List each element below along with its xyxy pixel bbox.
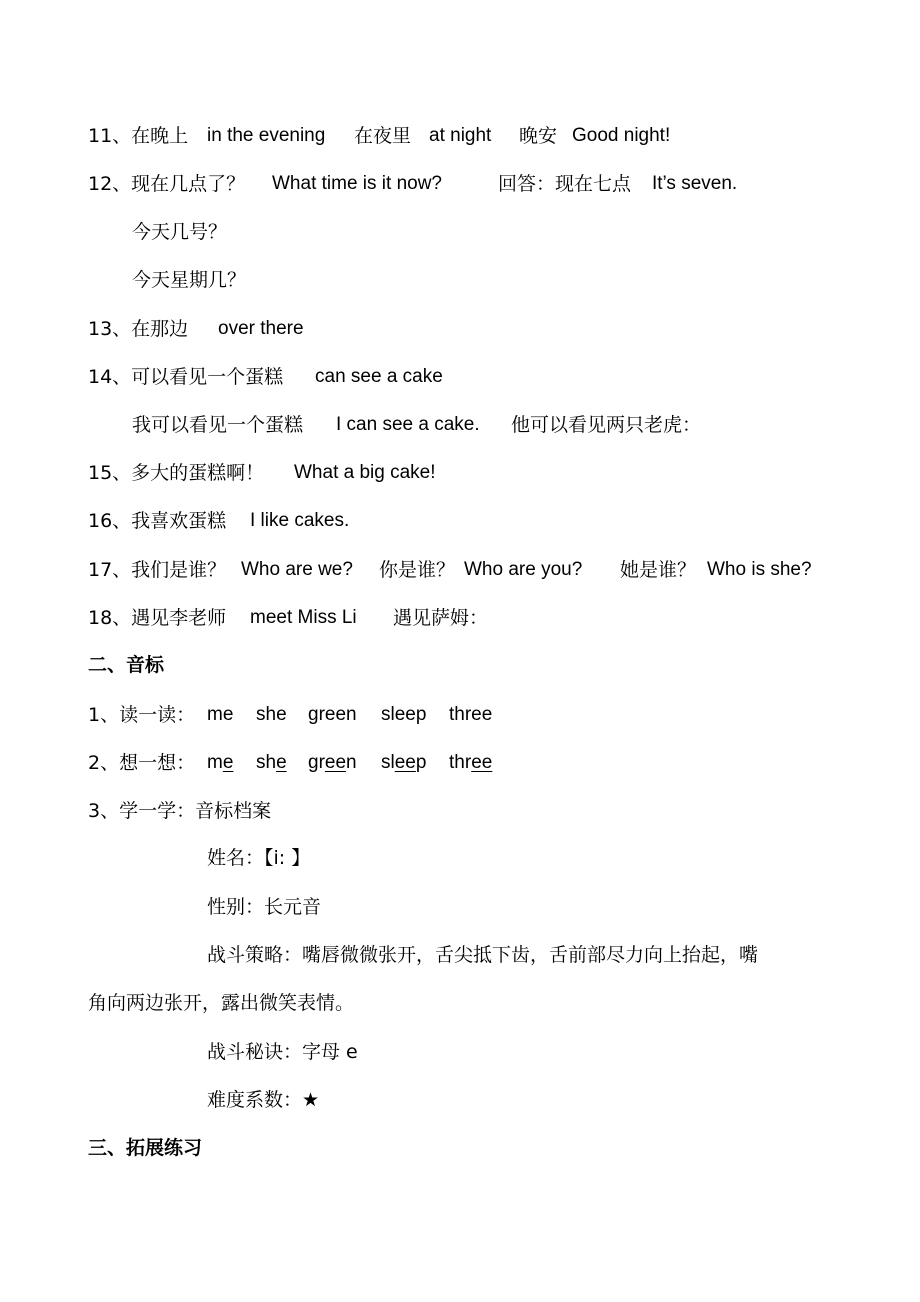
text-segment: 18、遇见李老师 [88, 607, 227, 629]
text-segment: 11、在晚上 [88, 125, 189, 147]
phonics-word [207, 748, 233, 778]
text-segment: 难度系数：★ [207, 1089, 320, 1111]
word-part: gr [308, 752, 325, 773]
text-segment: 今天星期几？ [132, 269, 247, 291]
text-line [0, 555, 920, 585]
text-segment: meet Miss Li [250, 607, 357, 628]
text-segment: 15、多大的蛋糕啊！ [88, 462, 265, 484]
underlined-vowel: ee [471, 752, 493, 773]
text-line [0, 458, 920, 488]
phonics-word [449, 748, 492, 778]
text-line [0, 506, 920, 536]
text-line [0, 843, 920, 873]
text-line [0, 603, 920, 633]
text-segment: 我可以看见一个蛋糕 [132, 414, 304, 436]
text-line [0, 1037, 920, 1067]
text-segment: 2、想一想： [88, 752, 196, 774]
text-segment: she [256, 704, 287, 725]
text-segment: Good night! [572, 125, 671, 146]
text-segment: I can see a cake. [336, 414, 480, 435]
text-segment: What a big cake! [294, 462, 436, 483]
text-line [0, 748, 920, 778]
word-part: p [415, 752, 427, 773]
word-part: sh [256, 752, 277, 773]
text-line [0, 700, 920, 730]
text-segment: 战斗策略：嘴唇微微张开，舌尖抵下齿，舌前部尽力向上抬起，嘴 [207, 944, 759, 966]
text-segment: 战斗秘诀：字母 e [207, 1041, 358, 1063]
text-segment: 她是谁？ [620, 559, 697, 581]
text-segment: 3、学一学：音标档案 [88, 800, 272, 822]
text-segment: me [207, 704, 234, 725]
text-segment: 角向两边张开，露出微笑表情。 [88, 992, 355, 1014]
text-segment: 回答：现在七点 [498, 173, 632, 195]
text-segment: 17、我们是谁？ [88, 559, 227, 581]
section-heading: 二、音标 [88, 654, 165, 676]
text-segment: 16、我喜欢蛋糕 [88, 510, 227, 532]
text-line [0, 410, 920, 440]
text-line [0, 169, 920, 199]
text-segment: 遇见萨姆： [393, 607, 489, 629]
text-segment: 晚安 [519, 125, 558, 147]
word-part: n [346, 752, 357, 773]
text-line [0, 1085, 920, 1115]
text-segment: at night [429, 125, 492, 146]
phonics-word [256, 748, 287, 778]
text-line [0, 892, 920, 922]
text-segment: 13、在那边 [88, 318, 189, 340]
text-segment: 他可以看见两只老虎： [511, 414, 702, 436]
text-segment: 姓名：【i: 】 [207, 847, 311, 869]
text-line [0, 121, 920, 151]
text-line [0, 362, 920, 392]
text-segment: Who is she? [707, 559, 812, 580]
text-segment: Who are you? [464, 559, 583, 580]
underlined-vowel: ee [324, 752, 347, 773]
text-segment: green [308, 704, 357, 725]
text-line [0, 796, 920, 826]
text-segment: three [449, 704, 493, 725]
word-part: thr [449, 752, 472, 773]
text-segment: over there [218, 318, 304, 339]
text-line [0, 940, 920, 970]
text-segment: I like cakes. [250, 510, 350, 531]
underlined-vowel: e [222, 752, 234, 773]
text-segment: in the evening [207, 125, 326, 146]
text-segment: sleep [381, 704, 427, 725]
text-segment: 1、读一读： [88, 704, 196, 726]
underlined-vowel: e [276, 752, 287, 773]
word-part: sl [381, 752, 395, 773]
text-segment: 你是谁？ [379, 559, 456, 581]
text-line [0, 265, 920, 295]
underlined-vowel: ee [394, 752, 416, 773]
phonics-word [381, 748, 426, 778]
text-segment: 14、可以看见一个蛋糕 [88, 366, 284, 388]
text-line [0, 650, 920, 680]
text-segment: Who are we? [241, 559, 353, 580]
text-line [0, 988, 920, 1018]
text-segment: 性别：长元音 [207, 896, 322, 918]
text-segment: 12、现在几点了？ [88, 173, 246, 195]
phonics-word [308, 748, 357, 778]
text-segment: It’s seven. [652, 173, 738, 194]
text-segment: 在夜里 [354, 125, 412, 147]
text-line [0, 217, 920, 247]
section-heading: 三、拓展练习 [88, 1137, 203, 1159]
word-part: m [207, 752, 223, 773]
text-segment: 今天几号？ [132, 221, 228, 243]
text-segment: can see a cake [315, 366, 443, 387]
text-line [0, 314, 920, 344]
text-segment: What time is it now? [272, 173, 442, 194]
text-line [0, 1133, 920, 1163]
